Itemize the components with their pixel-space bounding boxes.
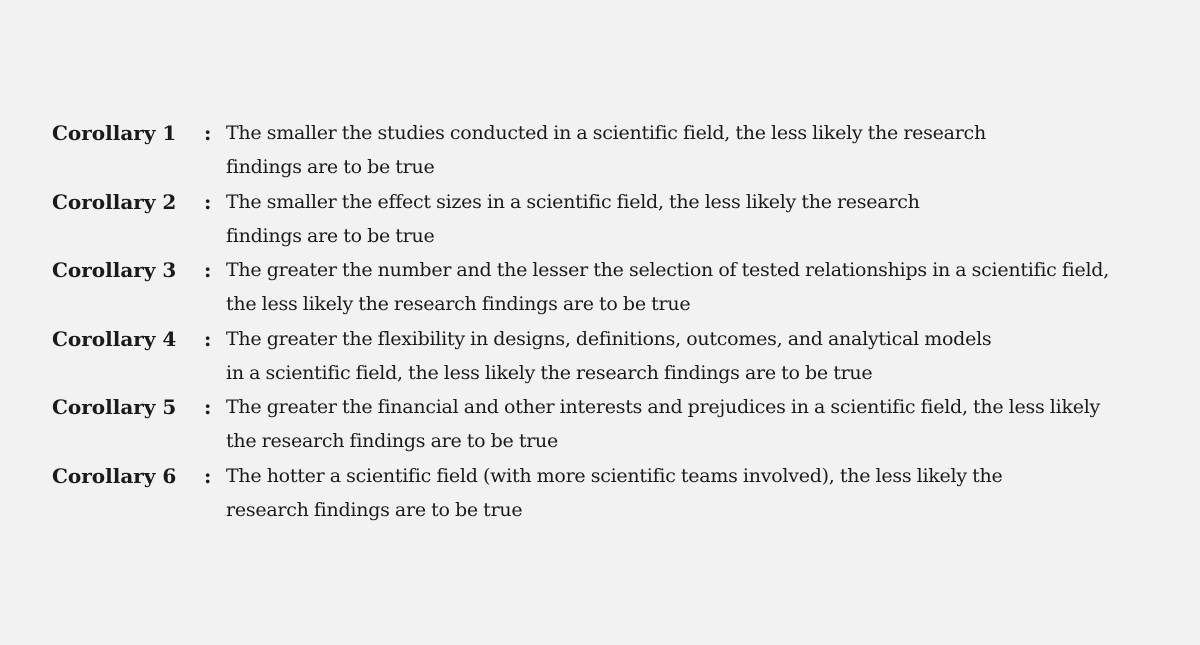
statement-line: The smaller the effect sizes in a scientific field, the less likely the research [226, 190, 920, 213]
statement-line: The greater the flexibility in designs, definitions, outcomes, and analytical models [226, 327, 992, 350]
corollary-separator: : [204, 121, 212, 145]
corollary-separator: : [204, 189, 212, 214]
corollary-label: Corollary 4 [52, 326, 177, 351]
statement-line: The greater the financial and other interests and prejudices in a scientific field, the less likely [226, 396, 1101, 418]
corollary-4 [52, 322, 1192, 391]
corollary-statement [226, 322, 1192, 390]
corollary-list [52, 116, 1192, 527]
statement-line: the research findings are to be true [226, 430, 559, 452]
corollary-3 [52, 253, 1192, 322]
corollary-separator: : [204, 395, 212, 419]
corollary-statement [226, 185, 1192, 253]
statement-line: The smaller the studies conducted in a scientific field, the less likely the research [226, 122, 986, 144]
statement-line: The hotter a scientific field (with more scientific teams involved), the less likely the [226, 464, 1003, 487]
corollary-statement [226, 253, 1192, 321]
statement-line: findings are to be true [226, 156, 435, 178]
corollary-separator: : [204, 326, 212, 351]
corollary-separator: : [204, 463, 212, 488]
corollary-label: Corollary 6 [52, 463, 177, 488]
statement-line: The greater the number and the lesser the selection of tested relationships in a scientific field, [226, 259, 1109, 281]
corollary-statement [226, 459, 1192, 527]
corollary-separator: : [204, 258, 212, 282]
corollary-label: Corollary 3 [52, 258, 177, 282]
corollary-label: Corollary 5 [52, 395, 177, 419]
statement-line: the less likely the research findings are to be true [226, 293, 691, 315]
corollary-label: Corollary 2 [52, 189, 177, 214]
corollary-5 [52, 390, 1192, 459]
statement-line: research findings are to be true [226, 498, 523, 521]
statement-line: in a scientific field, the less likely the research findings are to be true [226, 361, 873, 384]
corollary-1 [52, 116, 1192, 185]
corollary-statement [226, 116, 1192, 184]
corollary-label: Corollary 1 [52, 121, 177, 145]
statement-line: findings are to be true [226, 224, 435, 247]
corollary-2 [52, 185, 1192, 254]
corollary-statement [226, 390, 1192, 458]
corollary-6 [52, 459, 1192, 528]
